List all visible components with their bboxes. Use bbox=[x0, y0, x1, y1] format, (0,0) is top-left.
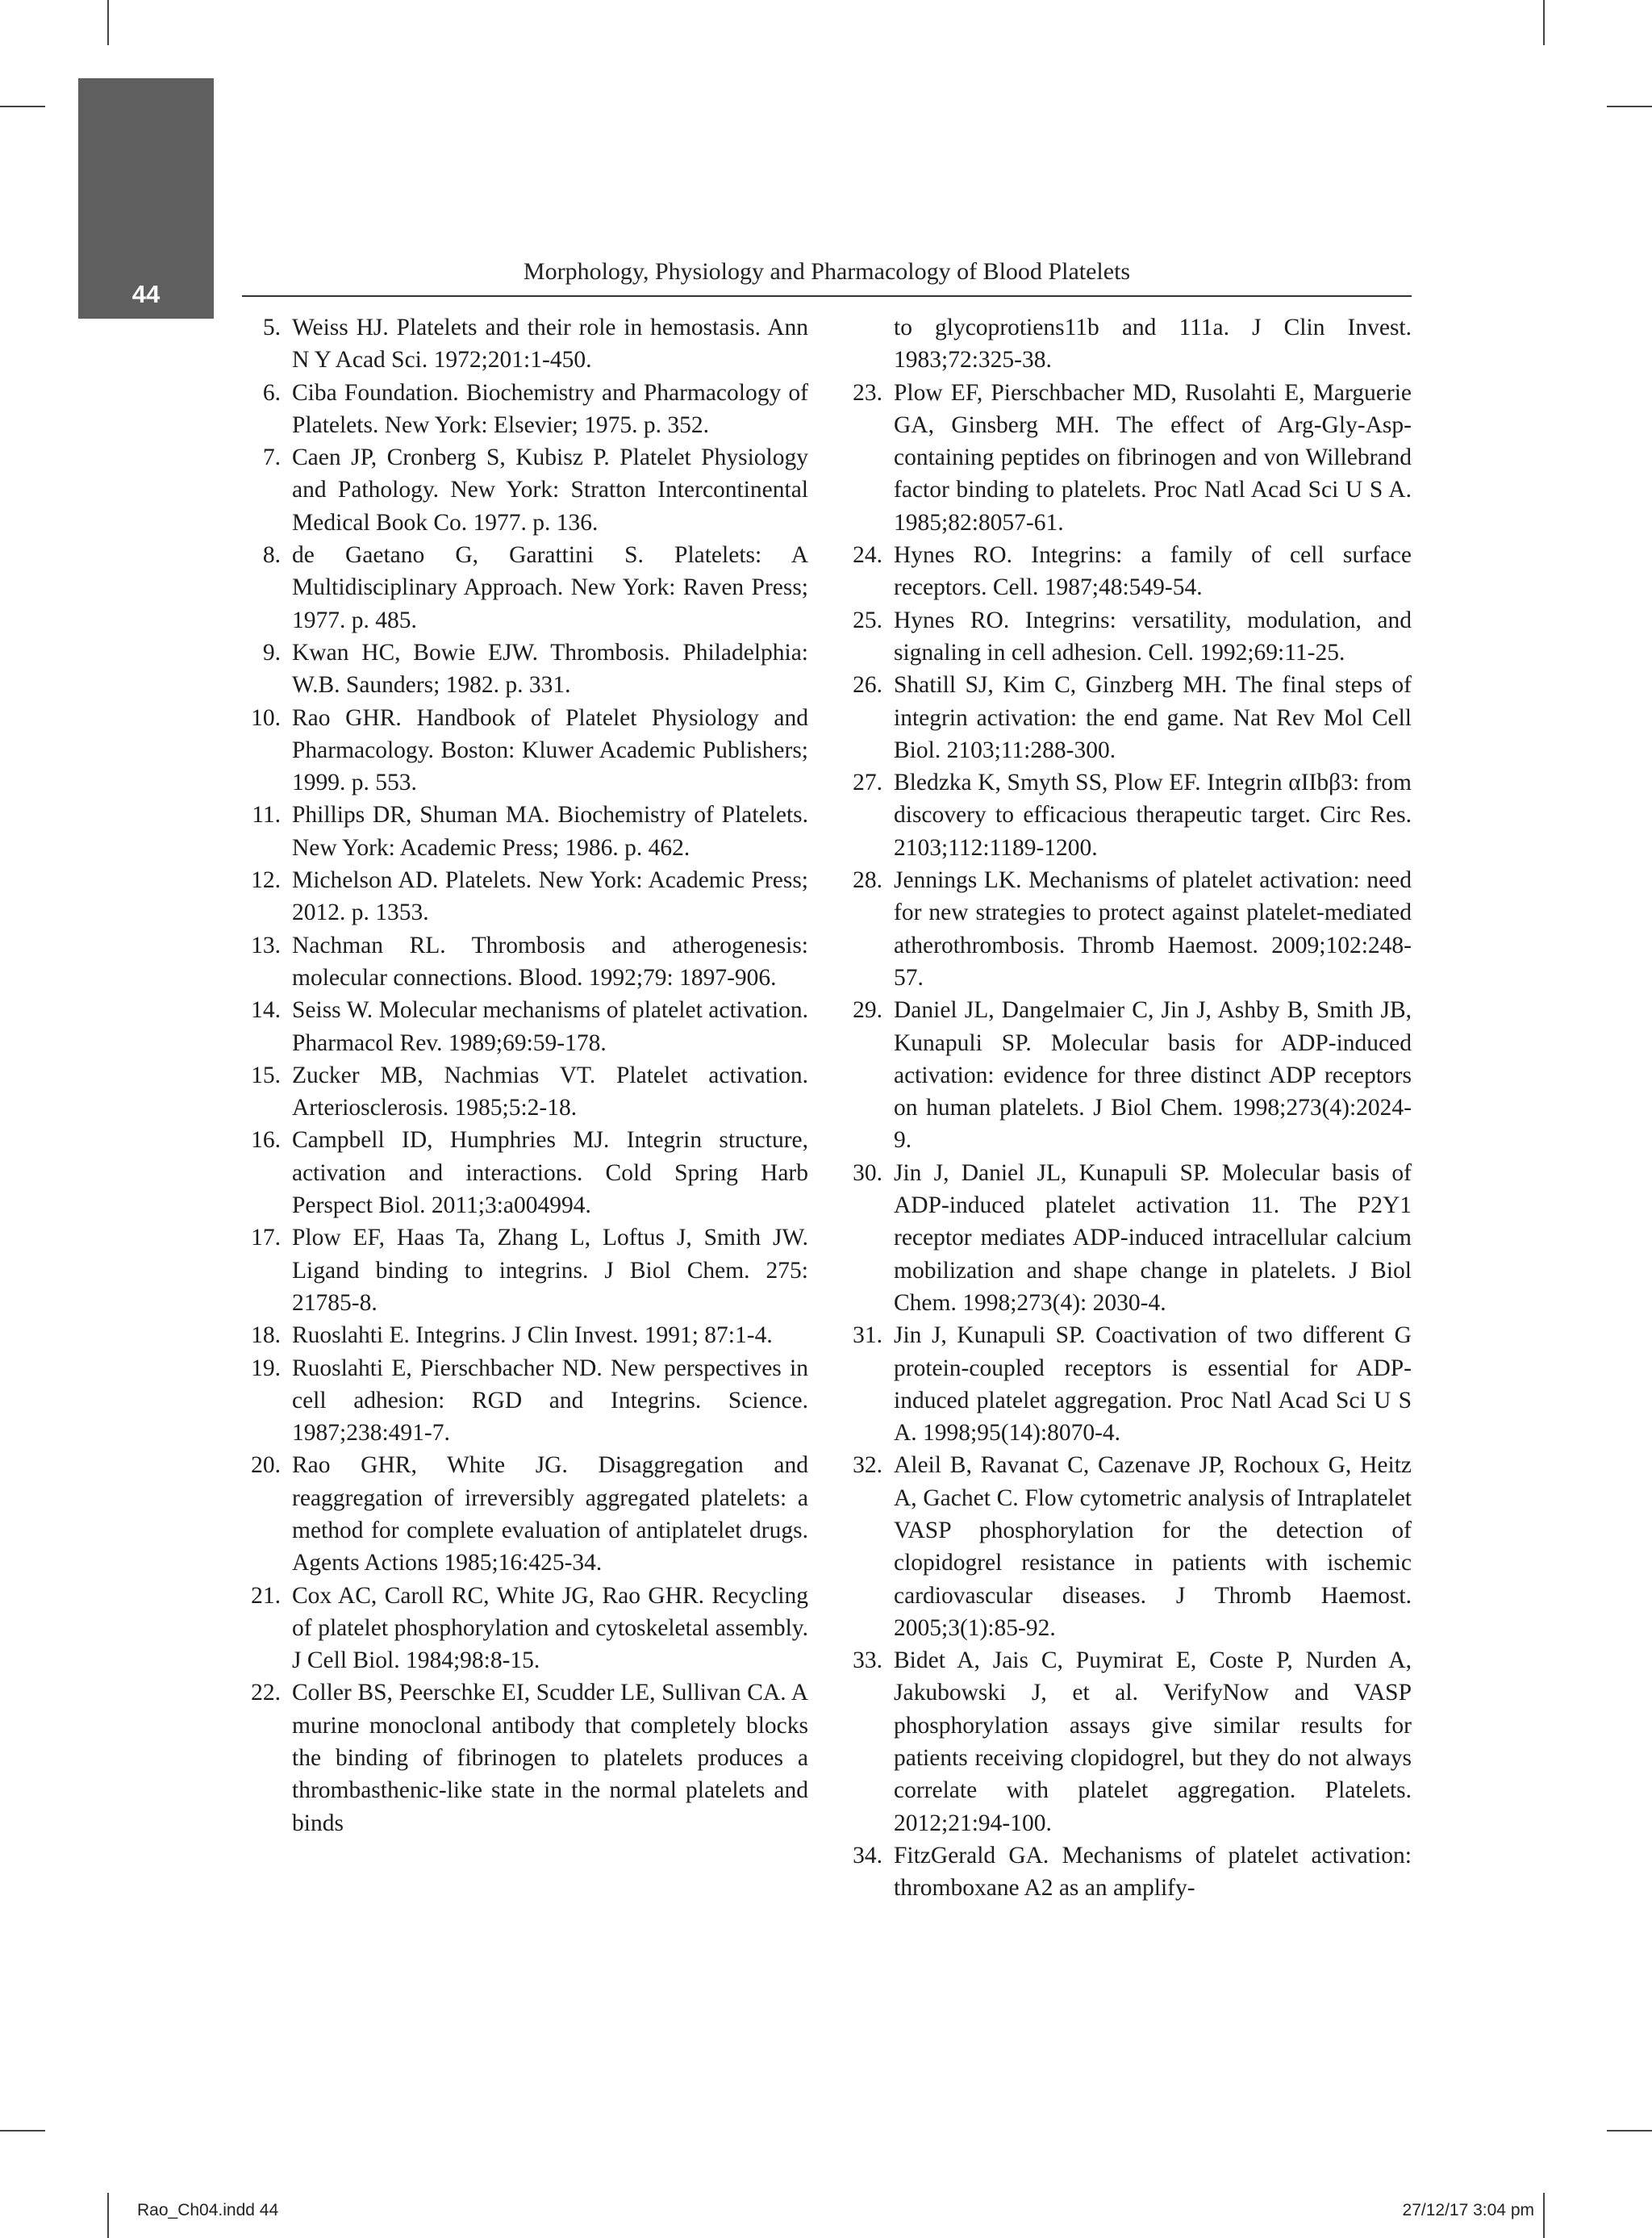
reference-text: Jennings LK. Mechanisms of platelet activation: need for new strategies to protect against platelet-mediated atherothrombosis. Thromb Haemost. 2009;102:248-57. bbox=[894, 867, 1412, 991]
reference-item bbox=[836, 1157, 1412, 1319]
reference-text: Daniel JL, Dangelmaier C, Jin J, Ashby B, Smith JB, Kunapuli SP. Molecular basis for ADP-induced activation: evidence for three distinct ADP receptors on human platelets. J Biol Chem. 1998;273(4):2024-9. bbox=[894, 997, 1412, 1154]
reference-number: 30. bbox=[853, 1159, 882, 1186]
reference-item bbox=[234, 1676, 808, 1839]
reference-item bbox=[234, 441, 808, 539]
reference-text: Phillips DR, Shuman MA. Biochemistry of Platelets. New York: Academic Press; 1986. p. 462. bbox=[292, 802, 808, 861]
crop-mark bbox=[1607, 106, 1652, 107]
reference-number: 32. bbox=[853, 1452, 882, 1479]
reference-text: Michelson AD. Platelets. New York: Academic Press; 2012. p. 1353. bbox=[292, 867, 808, 926]
reference-number: 11. bbox=[252, 802, 281, 829]
reference-item bbox=[234, 1352, 808, 1450]
reference-text: Seiss W. Molecular mechanisms of platelet activation. Pharmacol Rev. 1989;69:59-178. bbox=[292, 997, 808, 1056]
reference-text: Cox AC, Caroll RC, White JG, Rao GHR. Recycling of platelet phosphorylation and cytoskeletal assembly. J Cell Biol. 1984;98:8-15. bbox=[292, 1582, 808, 1674]
reference-number: 17. bbox=[251, 1225, 281, 1251]
reference-number: 27. bbox=[853, 770, 882, 796]
reference-number: 7. bbox=[262, 445, 281, 471]
reference-number: 15. bbox=[251, 1062, 281, 1088]
reference-item bbox=[234, 311, 808, 377]
reference-number: 29. bbox=[853, 997, 882, 1024]
reference-number: 12. bbox=[251, 867, 281, 894]
reference-number: 13. bbox=[251, 932, 281, 958]
reference-text: Weiss HJ. Platelets and their role in hemostasis. Ann N Y Acad Sci. 1972;201:1-450. bbox=[292, 315, 808, 374]
reference-text: Jin J, Kunapuli SP. Coactivation of two different G protein-coupled receptors is essential for ADP-induced platelet aggregation. Proc Natl Acad Sci U S A. 1998;95(14):8070-4. bbox=[894, 1322, 1412, 1447]
reference-number: 25. bbox=[853, 607, 882, 633]
reference-item bbox=[836, 669, 1412, 766]
reference-number: 24. bbox=[853, 542, 882, 569]
reference-continuation: to glycoprotiens11b and 111a. J Clin Invest. 1983;72:325-38. bbox=[894, 315, 1412, 374]
reference-text: Kwan HC, Bowie EJW. Thrombosis. Philadelphia: W.B. Saunders; 1982. p. 331. bbox=[292, 639, 808, 699]
reference-text: Coller BS, Peerschke EI, Scudder LE, Sullivan CA. A murine monoclonal antibody that completely blocks the binding of fibrinogen to platelets produces a thrombasthenic-like state in the normal platelets and binds bbox=[292, 1680, 808, 1836]
reference-text: Shatill SJ, Kim C, Ginzberg MH. The final steps of integrin activation: the end game. Nat Rev Mol Cell Biol. 2103;11:288-300. bbox=[894, 672, 1412, 763]
reference-item bbox=[836, 377, 1412, 539]
reference-item bbox=[234, 1124, 808, 1221]
reference-item bbox=[836, 1839, 1412, 1905]
reference-text: Ciba Foundation. Biochemistry and Pharmacology of Platelets. New York: Elsevier; 1975. p. 352. bbox=[292, 379, 808, 438]
page-number-tab bbox=[78, 78, 214, 319]
reference-text: de Gaetano G, Garattini S. Platelets: A Multidisciplinary Approach. New York: Raven Press; 1977. p. 485. bbox=[292, 542, 808, 633]
crop-mark bbox=[107, 0, 109, 45]
crop-mark bbox=[0, 2130, 45, 2132]
reference-item bbox=[234, 702, 808, 800]
footer-date-slug: 27/12/17 3:04 pm bbox=[1402, 2201, 1534, 2219]
reference-text: Aleil B, Ravanat C, Cazenave JP, Rochoux G, Heitz A, Gachet C. Flow cytometric analysis of Intraplatelet VASP phosphorylation for the detection of clopidogrel resistance in patients with ischemic cardiovascular diseases. J Thromb Haemost. 2005;3(1):85-92. bbox=[894, 1452, 1412, 1641]
crop-mark bbox=[0, 106, 45, 107]
reference-number: 6. bbox=[262, 379, 281, 406]
reference-item bbox=[234, 1221, 808, 1319]
running-head: Morphology, Physiology and Pharmacology of Blood Platelets bbox=[523, 258, 1131, 285]
reference-number: 14. bbox=[251, 997, 281, 1024]
reference-item bbox=[836, 1449, 1412, 1644]
reference-item bbox=[836, 1319, 1412, 1449]
header-rule bbox=[242, 295, 1412, 297]
reference-number: 16. bbox=[251, 1127, 281, 1154]
reference-number: 22. bbox=[251, 1680, 281, 1706]
reference-item bbox=[234, 1449, 808, 1579]
reference-text: Plow EF, Haas Ta, Zhang L, Loftus J, Smith JW. Ligand binding to integrins. J Biol Chem. 275: 21785-8. bbox=[292, 1225, 808, 1316]
reference-item bbox=[836, 604, 1412, 670]
reference-text: Jin J, Daniel JL, Kunapuli SP. Molecular basis of ADP-induced platelet activation 11. The P2Y1 receptor mediates ADP-induced intracellular calcium mobilization and shape change in platelets. J Biol Chem. 1998;273(4): 2030-4. bbox=[894, 1159, 1412, 1316]
reference-item bbox=[234, 539, 808, 637]
reference-text: Bidet A, Jais C, Puymirat E, Coste P, Nurden A, Jakubowski J, et al. VerifyNow and VASP phosphorylation assays give similar results for patients receiving clopidogrel, but they do not always correlate with platelet aggregation. Platelets. 2012;21:94-100. bbox=[894, 1647, 1412, 1836]
reference-text: Ruoslahti E. Integrins. J Clin Invest. 1991; 87:1-4. bbox=[292, 1322, 773, 1349]
reference-text: Bledzka K, Smyth SS, Plow EF. Integrin αIIbβ3: from discovery to efficacious therapeutic target. Circ Res. 2103;112:1189-1200. bbox=[894, 770, 1412, 861]
reference-number: 10. bbox=[251, 704, 281, 731]
reference-item bbox=[836, 766, 1412, 864]
reference-number: 21. bbox=[251, 1582, 281, 1609]
reference-text: FitzGerald GA. Mechanisms of platelet activation: thromboxane A2 as an amplify- bbox=[894, 1842, 1412, 1902]
reference-item bbox=[234, 1580, 808, 1677]
reference-number: 28. bbox=[853, 867, 882, 894]
reference-item bbox=[234, 864, 808, 929]
reference-text: Campbell ID, Humphries MJ. Integrin structure, activation and interactions. Cold Spring Harb Perspect Biol. 2011;3:a004994. bbox=[292, 1127, 808, 1219]
reference-text: Rao GHR. Handbook of Platelet Physiology and Pharmacology. Boston: Kluwer Academic Publishers; 1999. p. 553. bbox=[292, 704, 808, 796]
crop-mark bbox=[107, 2193, 109, 2238]
reference-number: 19. bbox=[251, 1355, 281, 1381]
reference-number: 33. bbox=[853, 1647, 882, 1674]
reference-item bbox=[234, 994, 808, 1059]
right-reference-column bbox=[836, 311, 1412, 1905]
reference-item bbox=[234, 929, 808, 995]
reference-number: 31. bbox=[853, 1322, 882, 1349]
reference-text: Zucker MB, Nachmias VT. Platelet activation. Arteriosclerosis. 1985;5:2-18. bbox=[292, 1062, 808, 1121]
reference-text: Rao GHR, White JG. Disaggregation and reaggregation of irreversibly aggregated platelets: a method for complete evaluation of antiplatelet drugs. Agents Actions 1985;16:425-34. bbox=[292, 1452, 808, 1576]
reference-item bbox=[234, 799, 808, 864]
reference-text: Ruoslahti E, Pierschbacher ND. New perspectives in cell adhesion: RGD and Integrins. Science. 1987;238:491-7. bbox=[292, 1355, 808, 1447]
reference-item bbox=[234, 1319, 808, 1351]
reference-item bbox=[836, 1644, 1412, 1839]
reference-number: 5. bbox=[262, 315, 281, 340]
reference-text: Caen JP, Cronberg S, Kubisz P. Platelet Physiology and Pathology. New York: Stratton Intercontinental Medical Book Co. 1977. p. 136. bbox=[292, 445, 808, 536]
reference-number: 26. bbox=[853, 672, 882, 699]
crop-mark bbox=[1607, 2130, 1652, 2132]
reference-text: Plow EF, Pierschbacher MD, Rusolahti E, Marguerie GA, Ginsberg MH. The effect of Arg-Gly-Asp-containing peptides on fibrinogen and von Willebrand factor binding to platelets. Proc Natl Acad Sci U S A. 1985;82:8057-61. bbox=[894, 379, 1412, 536]
reference-number: 20. bbox=[251, 1452, 281, 1479]
reference-item bbox=[836, 539, 1412, 604]
reference-item bbox=[836, 994, 1412, 1156]
reference-text: Nachman RL. Thrombosis and atherogenesis: molecular connections. Blood. 1992;79: 1897-906. bbox=[292, 932, 808, 991]
reference-number: 34. bbox=[853, 1842, 882, 1868]
reference-text: Hynes RO. Integrins: versatility, modulation, and signaling in cell adhesion. Cell. 1992;69:11-25. bbox=[894, 607, 1412, 666]
crop-mark bbox=[1543, 2193, 1545, 2238]
reference-text: Hynes RO. Integrins: a family of cell surface receptors. Cell. 1987;48:549-54. bbox=[894, 542, 1412, 601]
crop-mark bbox=[1543, 0, 1545, 45]
reference-number: 8. bbox=[262, 542, 281, 569]
reference-item bbox=[836, 864, 1412, 994]
reference-item bbox=[234, 637, 808, 702]
footer-file-slug: Rao_Ch04.indd 44 bbox=[137, 2201, 279, 2219]
page-number: 44 bbox=[131, 280, 161, 308]
left-reference-column bbox=[234, 311, 808, 1839]
reference-number: 18. bbox=[251, 1322, 281, 1349]
reference-number: 23. bbox=[853, 379, 882, 406]
reference-number: 9. bbox=[262, 639, 281, 666]
reference-item bbox=[234, 1059, 808, 1125]
reference-item bbox=[234, 377, 808, 442]
